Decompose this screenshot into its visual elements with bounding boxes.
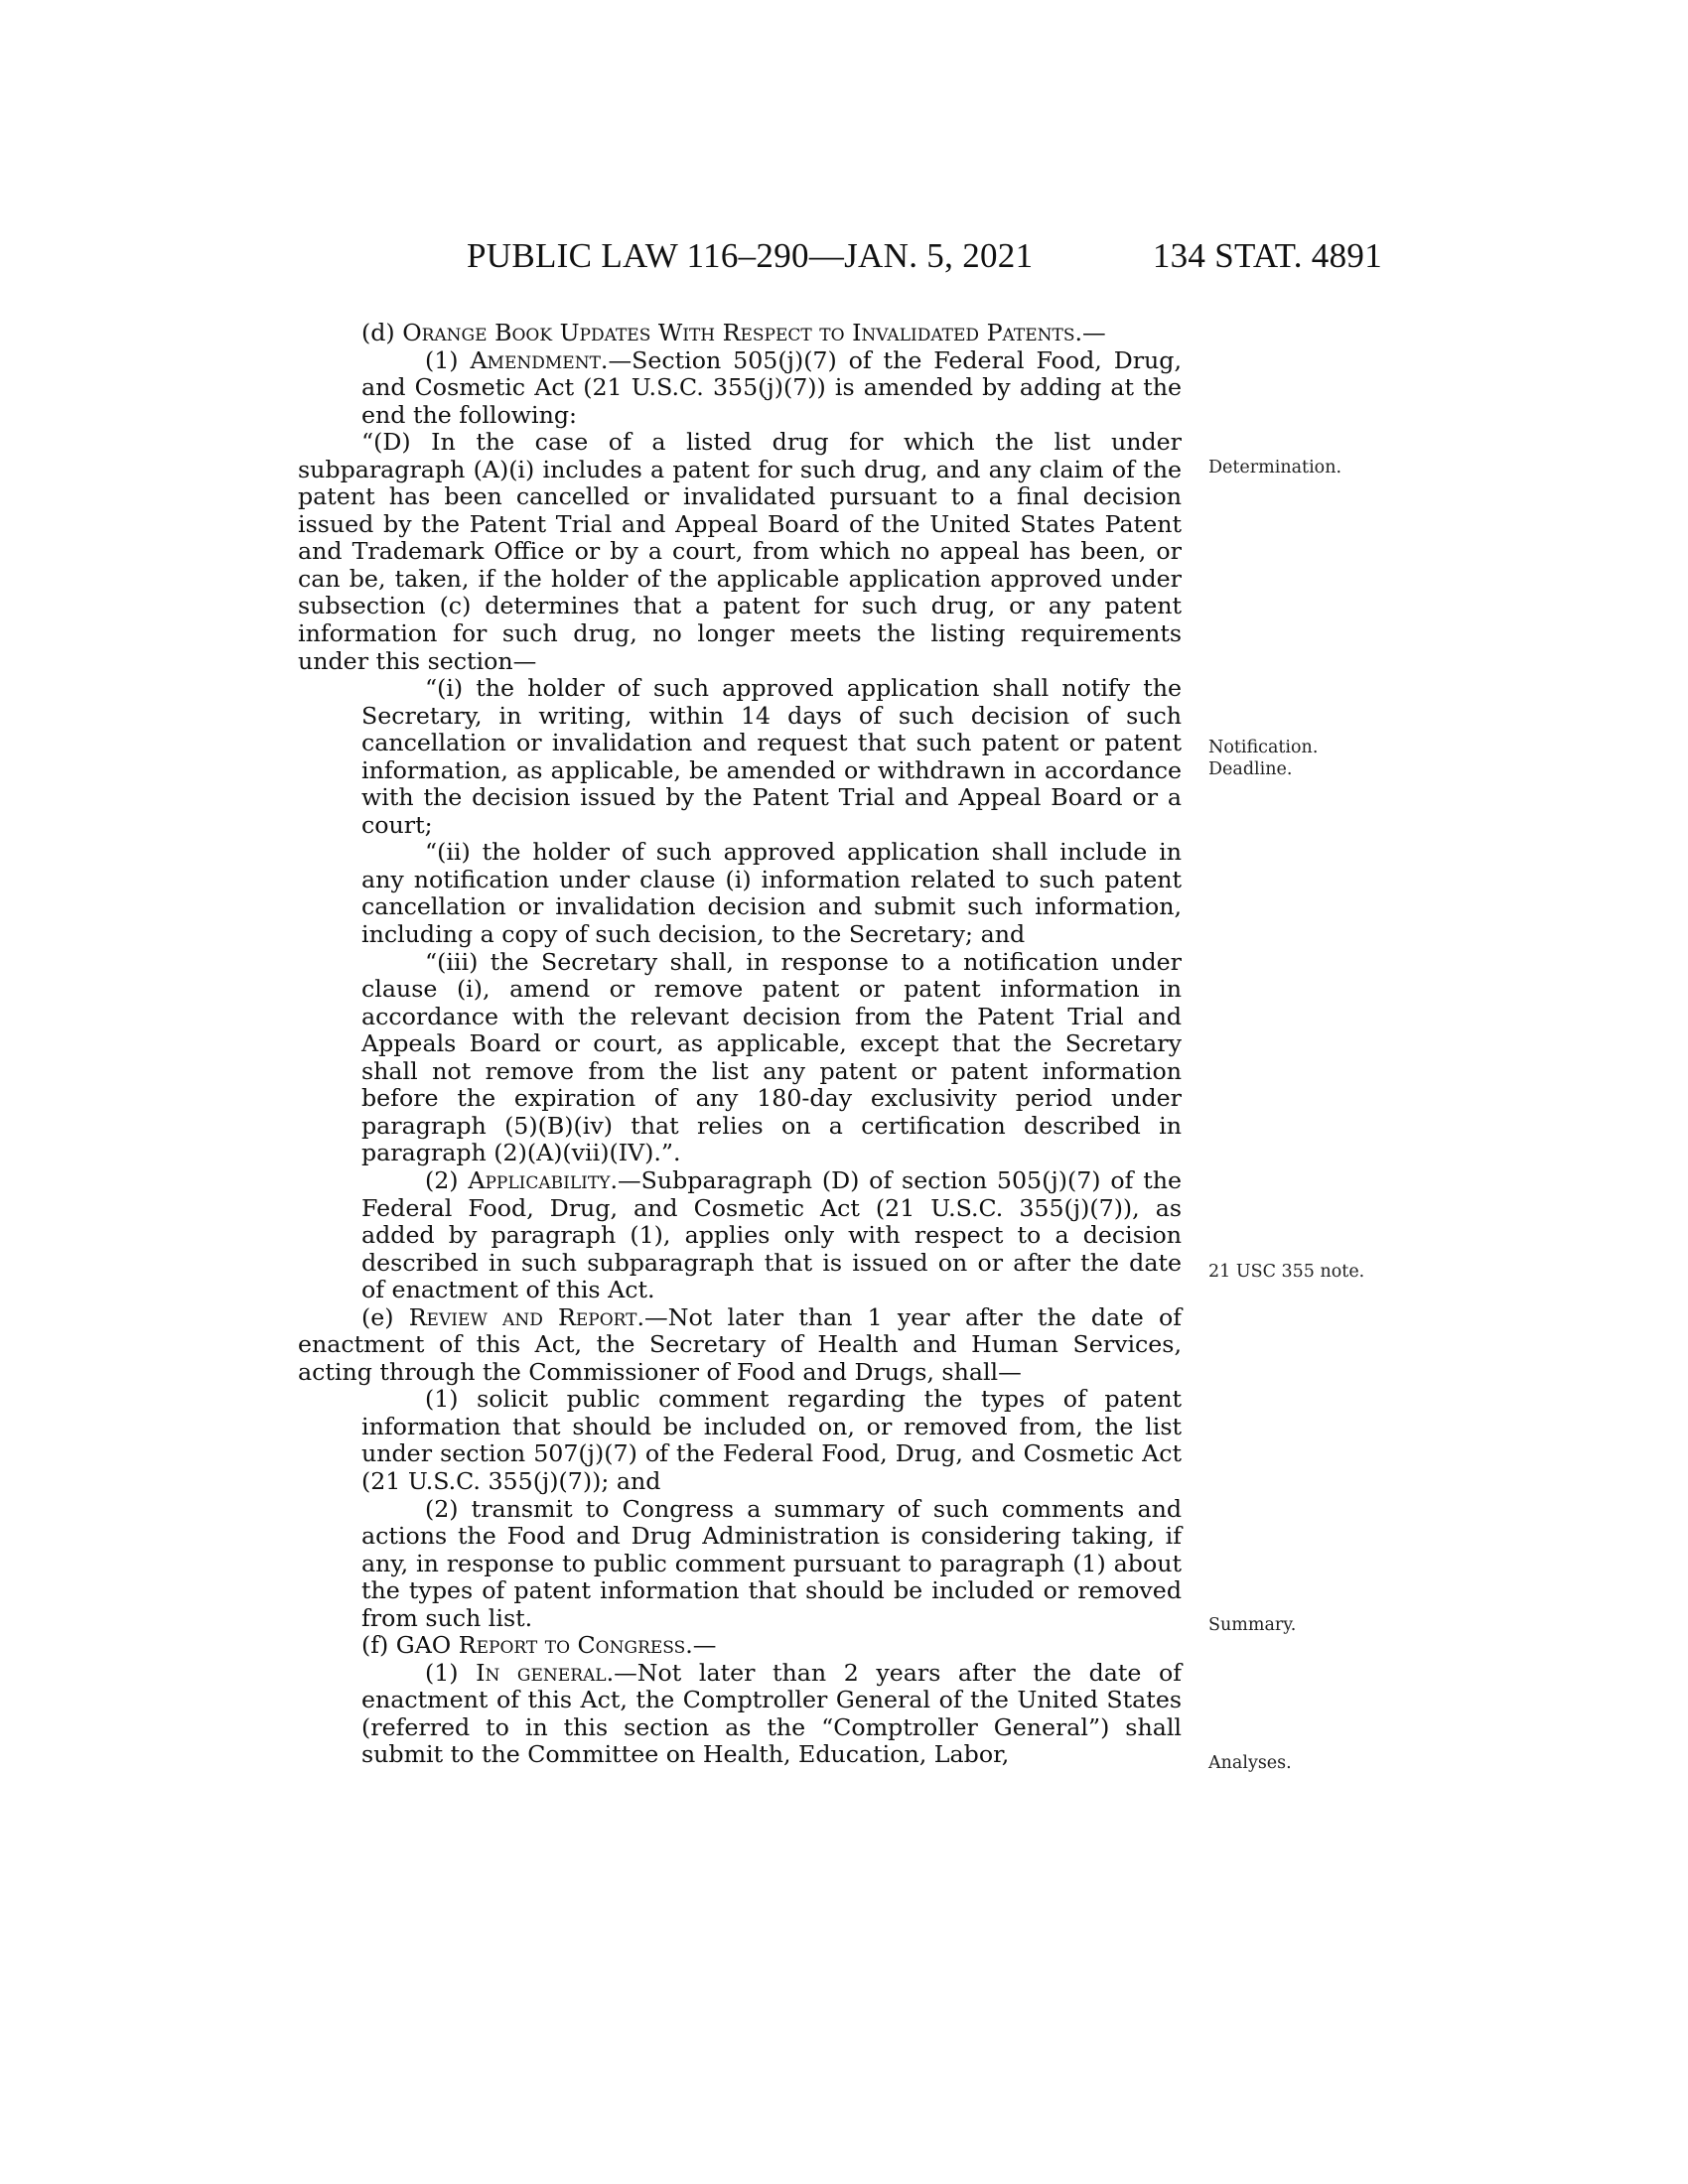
margin-note-notification: Notification. — [1208, 738, 1319, 757]
paragraph-e1: (1) solicit public comment regarding the types of patent information that should be included on, or removed from, the list under section 507(j)(7) of the Federal Food, Drug, and Cosmetic Act (21 U.S.C. 355(j)(7)); and — [361, 1385, 1182, 1495]
margin-note-analyses: Analyses. — [1208, 1753, 1292, 1773]
margin-note-usc: 21 USC 355 note. — [1208, 1262, 1365, 1282]
margin-note-deadline: Deadline. — [1208, 759, 1293, 779]
clause-i: “(i) the holder of such approved application shall notify the Secretary, in writing, within 14 days of such decision of such cancellation or invalidation and request that such patent or patent information, as applicable, be amended or withdrawn in accordance with the decision issued by the Patent Trial and Appeal Board or a court; — [361, 674, 1182, 839]
clause-ii: “(ii) the holder of such approved application shall include in any notification under clause (i) information related to such patent cancellation or invalidation decision and submit such information, including a copy of such decision, to the Secretary; and — [361, 838, 1182, 949]
running-head: PUBLIC LAW 116–290—JAN. 5, 2021 — [467, 236, 1034, 275]
subsection-e: (e) Review and Report.—Not later than 1 year after the date of enactment of this Act, the Secretary of Health and Human Services, acting through the Commissioner of Food and Drugs, shall— — [298, 1302, 1182, 1386]
subsection-f-heading: (f) GAO Report to Congress.— — [361, 1631, 717, 1660]
margin-note-summary: Summary. — [1208, 1615, 1297, 1635]
paragraph-d2: (2) Applicability.—Subparagraph (D) of section 505(j)(7) of the Federal Food, Drug, and Cosmetic Act (21 U.S.C. 355(j)(7)), as added by paragraph (1), applies only with respect to a decision described in such subparagraph that is issued on or after the date of enactment of this Act. — [361, 1165, 1182, 1304]
page-header — [298, 236, 1382, 286]
margin-note-determination: Determination. — [1208, 458, 1342, 478]
subparagraph-D: “(D) In the case of a listed drug for which the list under subparagraph (A)(i) includes a patent for such drug, and any claim of the patent has been cancelled or invalidated pursuant to a final decision issued by the Patent Trial and Appeal Board of the United States Patent and Trademark Office or by a court, from which no appeal has been, or can be, taken, if the holder of the applicable application approved under subsection (c) determines that a patent for such drug, or any patent information for such drug, no longer meets the listing requirements under this section— — [298, 428, 1182, 675]
clause-iii: “(iii) the Secretary shall, in response to a notification under clause (i), amend or remove patent or patent information in accordance with the relevant decision from the Patent Trial and Appeals Board or court, as applicable, except that the Secretary shall not remove from the list any patent or patent information before the expiration of any 180-day exclusivity period under paragraph (5)(B)(iv) that relies on a certification described in paragraph (2)(A)(vii)(IV).”. — [361, 947, 1182, 1167]
paragraph-e2: (2) transmit to Congress a summary of such comments and actions the Food and Drug Administration is considering taking, if any, in response to public comment pursuant to paragraph (1) about the types of patent information that should be included or removed from such list. — [361, 1494, 1182, 1632]
paragraph-d1: (1) Amendment.—Section 505(j)(7) of the Federal Food, Drug, and Cosmetic Act (21 U.S.C. 355(j)(7)) is amended by adding at the end the following: — [361, 345, 1182, 429]
body-text — [298, 320, 1182, 1769]
subsection-d-heading: (d) Orange Book Updates With Respect to Invalidated Patents.— — [361, 319, 1106, 346]
paragraph-f1: (1) In general.—Not later than 2 years after the date of enactment of this Act, the Comptroller General of the United States (referred to in this section as the “Comptroller General”) shall submit to the Committee on Health, Education, Labor, — [361, 1658, 1183, 1769]
stat-page-number: 134 STAT. 4891 — [1152, 236, 1382, 275]
